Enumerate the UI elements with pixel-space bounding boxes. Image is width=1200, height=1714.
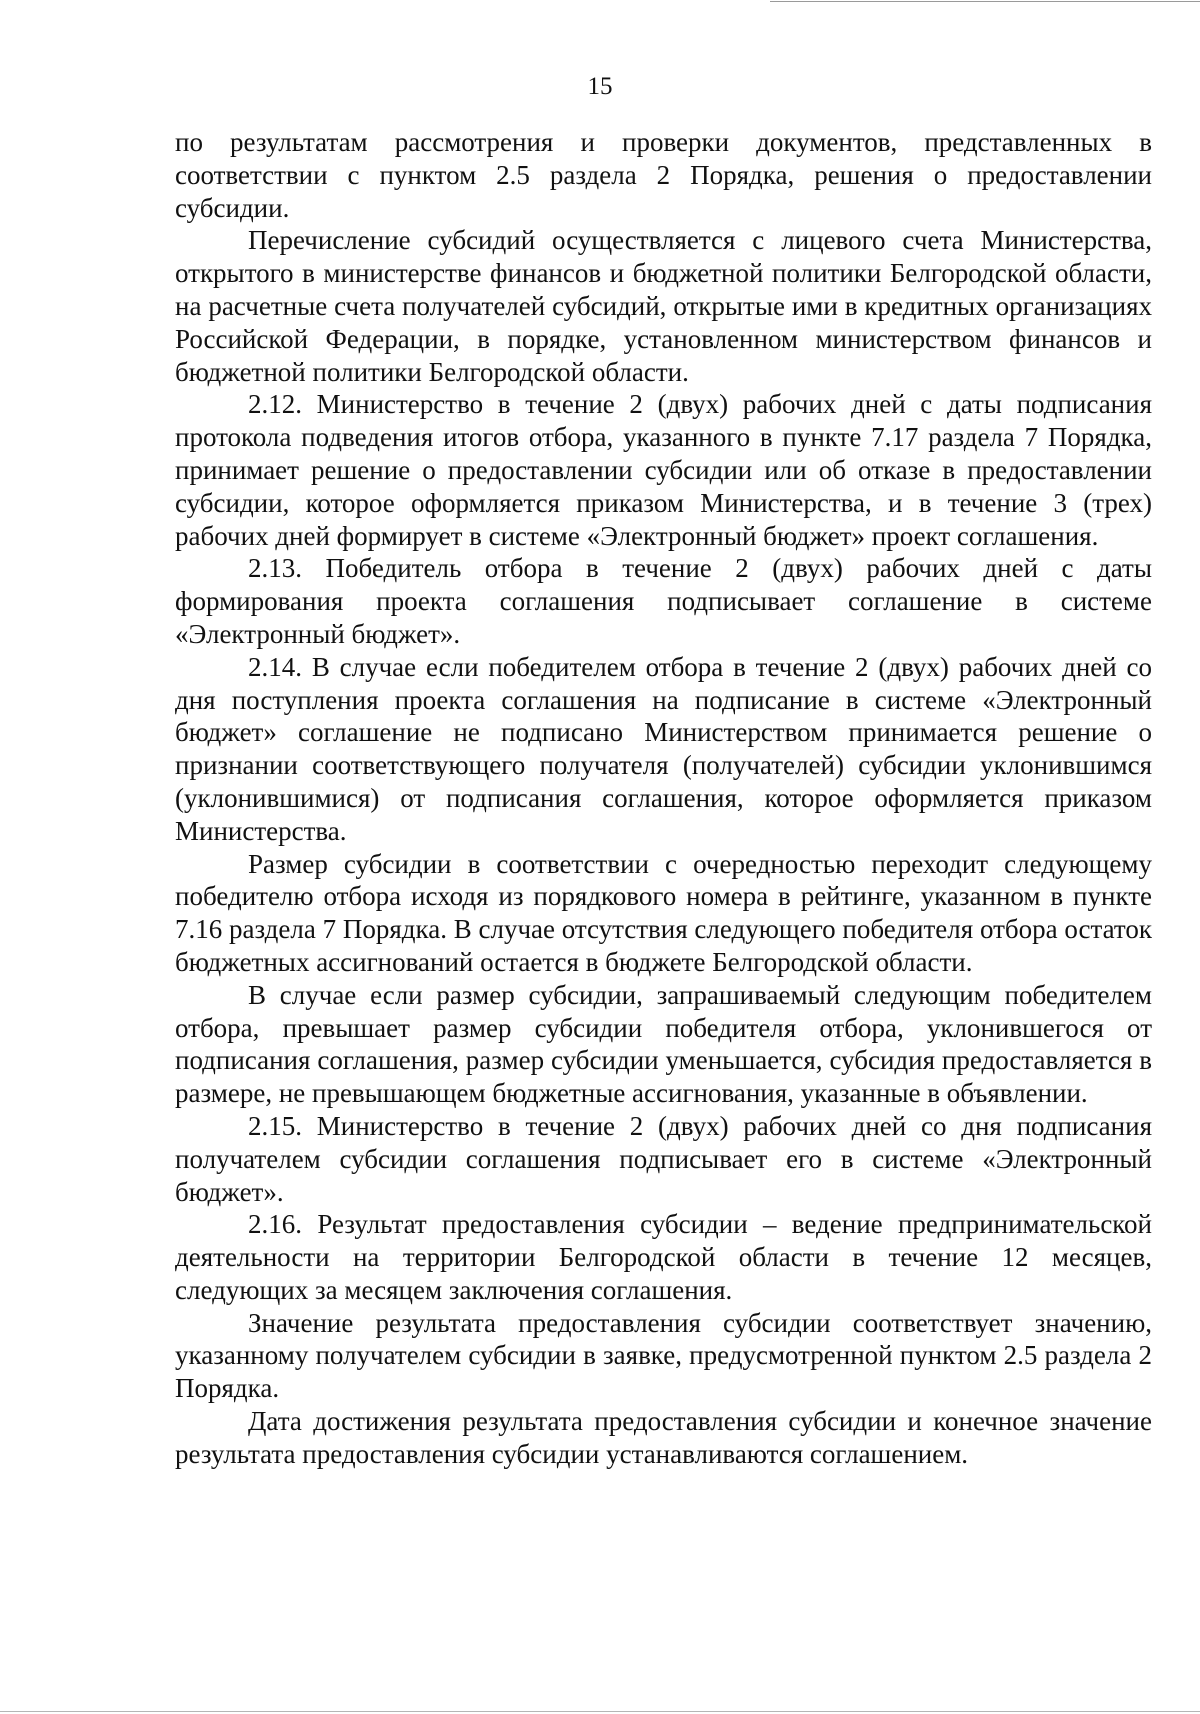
paragraph-subsidy-size-exceeds: В случае если размер субсидии, запрашиваемый следующим победителем отбора, превышает размер субсидии победителя отбора, уклонившегося от подписания соглашения, размер субсидии уменьшается, субсидия предоставляется в размере, не превышающем бюджетные ассигнования, указанные в объявлении.: [175, 979, 1152, 1109]
scan-edge-line-bottom: [0, 1711, 1200, 1712]
paragraph-decision-continuation: по результатам рассмотрения и проверки документов, представленных в соответствии с пунктом 2.5 раздела 2 Порядка, решения о предоставлении субсидии.: [175, 127, 1152, 223]
paragraph-subsidy-transfer: Перечисление субсидий осуществляется с лицевого счета Министерства, открытого в министерстве финансов и бюджетной политики Белгородской области, на расчетные счета получателей субсидий, открытые ими в кредитных организациях Российской Федерации, в порядке, установленном министерством финансов и бюджетной политики Белгородской области.: [175, 225, 1152, 387]
paragraph-2-12: 2.12. Министерство в течение 2 (двух) рабочих дней с даты подписания протокола подведения итогов отбора, указанного в пункте 7.17 раздела 7 Порядка, принимает решение о предоставлении субсидии или об отказе в предоставлении субсидии, которое оформляется приказом Министерства, и в течение 3 (трех) рабочих дней формирует в системе «Электронный бюджет» проект соглашения.: [175, 389, 1152, 551]
scan-edge-line: [770, 1, 1200, 2]
paragraph-result-value: Значение результата предоставления субсидии соответствует значению, указанному получателем субсидии в заявке, предусмотренной пунктом 2.5 раздела 2 Порядка.: [175, 1307, 1152, 1404]
paragraph-subsidy-transfer-next-winner: Размер субсидии в соответствии с очередностью переходит следующему победителю отбора исходя из порядкового номера в рейтинге, указанном в пункте 7.16 раздела 7 Порядка. В случае отсутствия следующего победителя отбора остаток бюджетных ассигнований остается в бюджете Белгородской области.: [175, 848, 1152, 977]
paragraph-2-14: 2.14. В случае если победителем отбора в течение 2 (двух) рабочих дней со дня поступления проекта соглашения на подписание в системе «Электронный бюджет» соглашение не подписано Министерством принимается решение о признании соответствующего получателя (получателей) субсидии уклонившимся (уклонившимися) от подписания соглашения, которое оформляется приказом Министерства.: [175, 651, 1152, 846]
document-body: [175, 126, 1152, 1471]
paragraph-2-15: 2.15. Министерство в течение 2 (двух) рабочих дней со дня подписания получателем субсидии соглашения подписывает его в системе «Электронный бюджет».: [175, 1110, 1152, 1207]
paragraph-2-13: 2.13. Победитель отбора в течение 2 (двух) рабочих дней с даты формирования проекта соглашения подписывает соглашение в системе «Электронный бюджет».: [175, 553, 1152, 649]
paragraph-2-16: 2.16. Результат предоставления субсидии – ведение предпринимательской деятельности на территории Белгородской области в течение 12 месяцев, следующих за месяцем заключения соглашения.: [175, 1209, 1152, 1305]
page-number: 15: [587, 73, 613, 100]
paragraph-result-date: Дата достижения результата предоставления субсидии и конечное значение результата предоставления субсидии устанавливаются соглашением.: [175, 1406, 1152, 1469]
